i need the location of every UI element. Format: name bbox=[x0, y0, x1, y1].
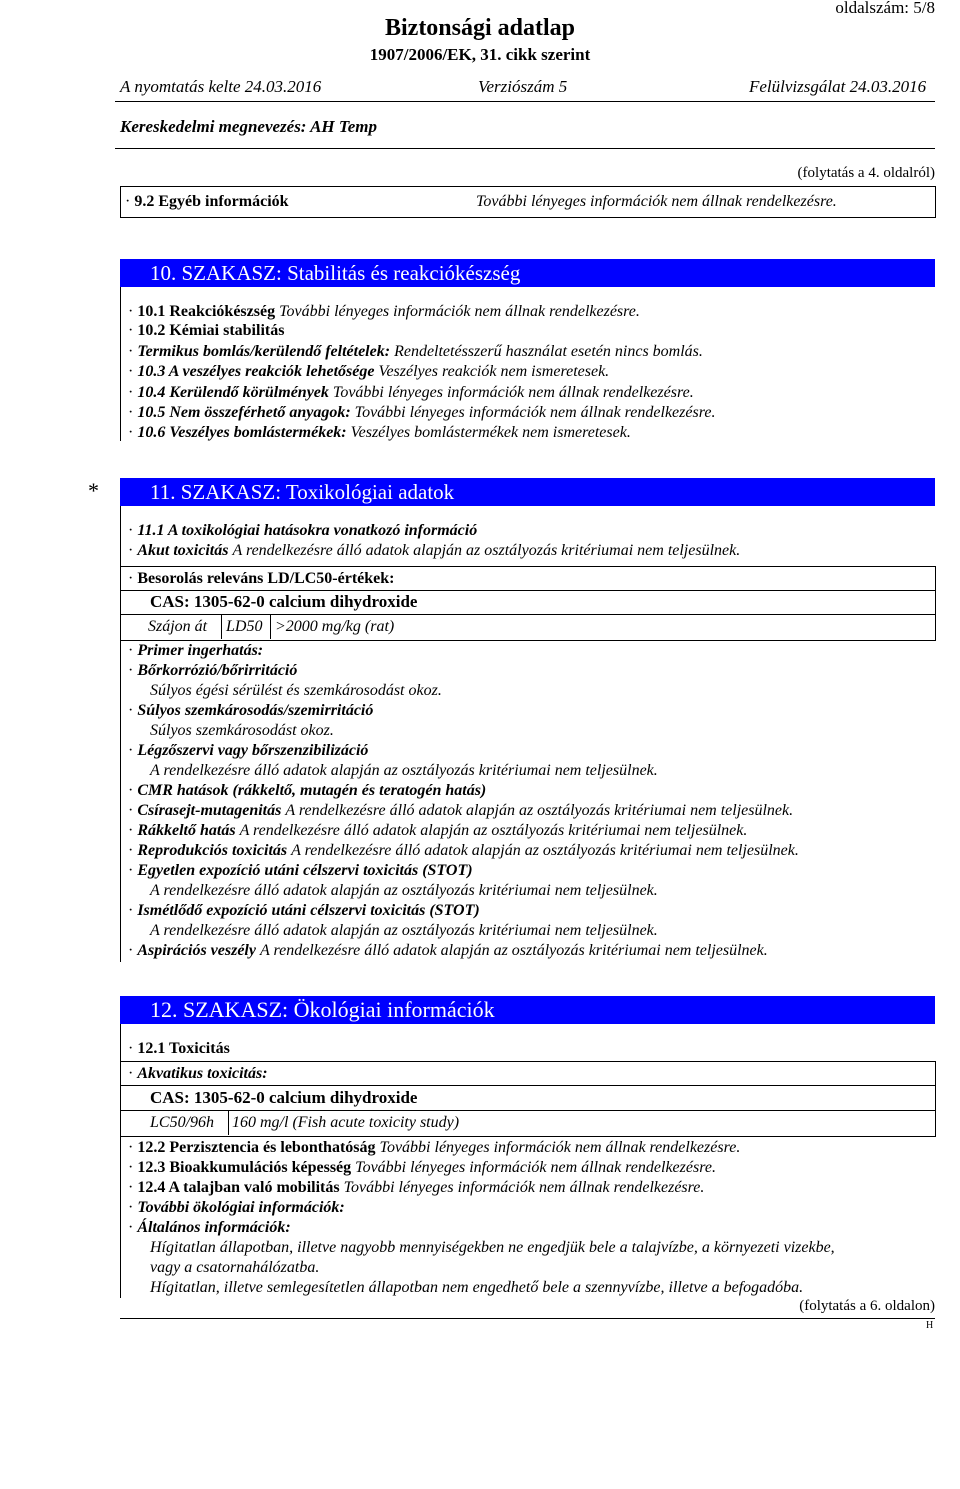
s11-eye-label: Súlyos szemkárosodás/szemirritáció bbox=[137, 702, 374, 719]
s11-sens-row: · Légzőszervi vagy bőrszenzibilizáció bbox=[128, 742, 369, 759]
lc50-value: 160 mg/l (Fish acute toxicity study) bbox=[232, 1114, 460, 1131]
s10-line-7: · 10.6 Veszélyes bomlástermékek: Veszélyes bomlástermékek nem ismeretesek. bbox=[128, 424, 631, 441]
s12-eco-row: · További ökológiai információk: bbox=[128, 1199, 345, 1216]
s11-1-label: 11.1 A toxikológiai hatásokra vonatkozó információ bbox=[137, 522, 478, 539]
s10-7-label: 10.6 Veszélyes bomlástermékek: bbox=[137, 424, 347, 441]
s12-2-row: · 12.2 Perzisztencia és lebonthatóság További lényeges információk nem állnak rendelkezésre. bbox=[128, 1139, 741, 1156]
ld50-header-row: · Besorolás releváns LD/LC50-értékek: bbox=[128, 570, 395, 587]
ld50-table-col-1 bbox=[221, 614, 222, 639]
continued-to-note: (folytatás a 6. oldalon) bbox=[799, 1298, 935, 1314]
s11-repr-value: A rendelkezésre álló adatok alapján az osztályozás kritériumai nem teljesülnek. bbox=[291, 842, 799, 859]
s10-6-value: További lényeges információk nem állnak rendelkezésre. bbox=[354, 404, 716, 421]
trade-name-divider bbox=[115, 148, 935, 149]
s12-general-text-2: Hígitatlan, illetve semlegesítetlen állapotban nem engedhető bele a szennyvízbe, illetve a befogadóba. bbox=[150, 1279, 804, 1296]
s12-general-text-1b: vagy a csatornahálózatba. bbox=[150, 1259, 320, 1276]
s10-line-1: · 10.1 Reakciókészség További lényeges információk nem állnak rendelkezésre. bbox=[128, 303, 640, 320]
s11-muta-value: A rendelkezésre álló adatok alapján az osztályozás kritériumai nem teljesülnek. bbox=[285, 802, 794, 819]
s10-5-value: További lényeges információk nem állnak rendelkezésre. bbox=[332, 384, 694, 401]
lc50-cas: CAS: 1305-62-0 calcium dihydroxide bbox=[150, 1088, 418, 1107]
s11-stot2-row: · Ismétlődő expozíció utáni célszervi toxicitás (STOT) bbox=[128, 902, 480, 919]
s11-asp-value: A rendelkezésre álló adatok alapján az osztályozás kritériumai nem teljesülnek. bbox=[259, 942, 768, 959]
ld50-type: LD50 bbox=[226, 618, 263, 635]
s12-3-label: 12.3 Bioakkumulációs képesség bbox=[137, 1159, 352, 1176]
ld50-value: >2000 mg/kg (rat) bbox=[275, 618, 395, 635]
s9-2-label: 9.2 Egyéb információk bbox=[134, 193, 289, 210]
continued-from-note: (folytatás a 4. oldalról) bbox=[797, 165, 935, 181]
s10-6-label: 10.5 Nem összeférhető anyagok: bbox=[137, 404, 351, 421]
s11-eye-row: · Súlyos szemkárosodás/szemirritáció bbox=[128, 702, 374, 719]
s11-stot1-value: A rendelkezésre álló adatok alapján az osztályozás kritériumai nem teljesülnek. bbox=[150, 882, 658, 899]
lc50-table-rule-2 bbox=[120, 1110, 935, 1111]
lc50-header: Akvatikus toxicitás: bbox=[137, 1065, 268, 1082]
s10-7-value: Veszélyes bomlástermékek nem ismeretesek. bbox=[350, 424, 631, 441]
s12-1-label: 12.1 Toxicitás bbox=[137, 1040, 230, 1057]
revision-date: Felülvizsgálat 24.03.2016 bbox=[749, 77, 927, 96]
s11-muta-label: Csírasejt-mutagenitás bbox=[137, 802, 282, 819]
footer-divider bbox=[120, 1318, 935, 1319]
s10-4-value: Veszélyes reakciók nem ismeretesek. bbox=[378, 363, 610, 380]
lc50-type: LC50/96h bbox=[150, 1114, 215, 1131]
ld50-route: Szájon át bbox=[148, 618, 208, 635]
s11-2-label: Akut toxicitás bbox=[137, 542, 229, 559]
s10-3-label: Termikus bomlás/kerülendő feltételek: bbox=[137, 343, 391, 360]
section-10-left-border bbox=[120, 287, 121, 441]
ld50-table-rule-1 bbox=[120, 590, 935, 591]
s11-repr-row: · Reprodukciós toxicitás A rendelkezésre álló adatok alapján az osztályozás kritériumai nem teljesülnek. bbox=[128, 842, 799, 859]
s11-stot1-row: · Egyetlen expozíció utáni célszervi toxicitás (STOT) bbox=[128, 862, 473, 879]
ld50-table-rule-2 bbox=[120, 614, 935, 615]
s11-cmr-row: · CMR hatások (rákkeltő, mutagén és teratogén hatás) bbox=[128, 782, 487, 799]
s9-2-value: További lényeges információk nem állnak rendelkezésre. bbox=[476, 193, 837, 210]
lc50-header-row: · Akvatikus toxicitás: bbox=[128, 1065, 268, 1082]
s11-primer-row: · Primer ingerhatás: bbox=[128, 642, 264, 659]
s10-3-value: Rendeltetésszerű használat esetén nincs bomlás. bbox=[394, 343, 703, 360]
s10-1-value: További lényeges információk nem állnak rendelkezésre. bbox=[279, 303, 640, 320]
s11-repr-label: Reprodukciós toxicitás bbox=[137, 842, 288, 859]
s11-carc-label: Rákkeltő hatás bbox=[137, 822, 236, 839]
version-number: Verziószám 5 bbox=[478, 77, 568, 96]
s10-4-label: 10.3 A veszélyes reakciók lehetősége bbox=[137, 363, 375, 380]
document-title: Biztonsági adatlap bbox=[384, 15, 576, 41]
s10-line-2: · 10.2 Kémiai stabilitás bbox=[128, 322, 285, 339]
revision-star-marker: * bbox=[88, 478, 99, 503]
s11-sens-value: A rendelkezésre álló adatok alapján az osztályozás kritériumai nem teljesülnek. bbox=[150, 762, 658, 779]
section-10-heading: 10. SZAKASZ: Stabilitás és reakciókészség bbox=[120, 259, 935, 287]
s11-skin-row: · Bőrkorrózió/bőrirritáció bbox=[128, 662, 298, 679]
s10-line-3: · Termikus bomlás/kerülendő feltételek: Rendeltetésszerű használat esetén nincs bomlás. bbox=[128, 343, 703, 360]
section-12-heading: 12. SZAKASZ: Ökológiai információk bbox=[120, 996, 935, 1024]
s11-skin-value: Súlyos égési sérülést és szemkárosodást okoz. bbox=[150, 682, 442, 699]
s10-line-4: · 10.3 A veszélyes reakciók lehetősége Veszélyes reakciók nem ismeretesek. bbox=[128, 363, 610, 380]
s11-muta-row: · Csírasejt-mutagenitás A rendelkezésre álló adatok alapján az osztályozás kritériumai nem teljesülnek. bbox=[128, 802, 794, 819]
s12-4-value: További lényeges információk nem állnak rendelkezésre. bbox=[343, 1179, 705, 1196]
s12-4-row: · 12.4 A talajban való mobilitás További lényeges információk nem állnak rendelkezésre. bbox=[128, 1179, 705, 1196]
s11-2-value: A rendelkezésre álló adatok alapján az osztályozás kritériumai nem teljesülnek. bbox=[232, 542, 741, 559]
s10-line-5: · 10.4 Kerülendő körülmények További lényeges információk nem állnak rendelkezésre. bbox=[128, 384, 694, 401]
s11-primer: Primer ingerhatás: bbox=[137, 642, 264, 659]
s10-5-label: 10.4 Kerülendő körülmények bbox=[137, 384, 329, 401]
section-9-2-row: · 9.2 Egyéb információk bbox=[125, 193, 289, 210]
s11-stot2-label: Ismétlődő expozíció utáni célszervi toxicitás (STOT) bbox=[137, 902, 480, 919]
footer-mark: H bbox=[926, 1320, 934, 1331]
s12-eco-label: További ökológiai információk: bbox=[137, 1199, 345, 1216]
ld50-header: Besorolás releváns LD/LC50-értékek: bbox=[137, 570, 395, 587]
print-date: A nyomtatás kelte 24.03.2016 bbox=[120, 77, 322, 96]
s11-stot2-value: A rendelkezésre álló adatok alapján az osztályozás kritériumai nem teljesülnek. bbox=[150, 922, 658, 939]
s11-sens-label: Légzőszervi vagy bőrszenzibilizáció bbox=[137, 742, 369, 759]
s12-3-row: · 12.3 Bioakkumulációs képesség További lényeges információk nem állnak rendelkezésre. bbox=[128, 1159, 716, 1176]
s12-general-label: Általános információk: bbox=[137, 1219, 291, 1236]
s12-2-label: 12.2 Perzisztencia és lebonthatóság bbox=[137, 1139, 376, 1156]
ld50-table-col-2 bbox=[270, 614, 271, 639]
lc50-table-col-1 bbox=[228, 1110, 229, 1135]
page-number: oldalszám: 5/8 bbox=[835, 0, 935, 17]
s11-asp-row: · Aspirációs veszély A rendelkezésre álló adatok alapján az osztályozás kritériumai nem teljesülnek. bbox=[128, 942, 768, 959]
s10-1-label: 10.1 Reakciókészség bbox=[137, 303, 276, 320]
s11-line-1: · 11.1 A toxikológiai hatásokra vonatkozó információ bbox=[128, 522, 478, 539]
s11-stot1-label: Egyetlen expozíció utáni célszervi toxicitás (STOT) bbox=[137, 862, 473, 879]
ld50-cas: CAS: 1305-62-0 calcium dihydroxide bbox=[150, 592, 418, 611]
header-divider bbox=[115, 101, 935, 102]
s12-toxicity-row: · 12.1 Toxicitás bbox=[128, 1040, 230, 1057]
s12-general-text-1a: Hígitatlan állapotban, illetve nagyobb mennyiségekben ne engedjük bele a talajvízbe, a környezeti vizekbe, bbox=[150, 1239, 835, 1256]
s11-line-2: · Akut toxicitás A rendelkezésre álló adatok alapján az osztályozás kritériumai nem teljesülnek. bbox=[128, 542, 741, 559]
s11-eye-value: Súlyos szemkárosodást okoz. bbox=[150, 722, 334, 739]
s10-line-6: · 10.5 Nem összeférhető anyagok: További lényeges információk nem állnak rendelkezésre. bbox=[128, 404, 716, 421]
s11-cmr-label: CMR hatások (rákkeltő, mutagén és teratogén hatás) bbox=[137, 782, 487, 799]
s12-2-value: További lényeges információk nem állnak rendelkezésre. bbox=[379, 1139, 741, 1156]
s11-skin-label: Bőrkorrózió/bőrirritáció bbox=[137, 662, 298, 679]
s10-2-label: 10.2 Kémiai stabilitás bbox=[137, 322, 285, 339]
s12-3-value: További lényeges információk nem állnak rendelkezésre. bbox=[355, 1159, 716, 1176]
s12-4-label: 12.4 A talajban való mobilitás bbox=[137, 1179, 340, 1196]
s11-asp-label: Aspirációs veszély bbox=[137, 942, 256, 959]
document-subtitle: 1907/2006/EK, 31. cikk szerint bbox=[369, 45, 591, 64]
section-11-heading: 11. SZAKASZ: Toxikológiai adatok bbox=[120, 478, 935, 506]
s11-carc-value: A rendelkezésre álló adatok alapján az osztályozás kritériumai nem teljesülnek. bbox=[239, 822, 748, 839]
s11-carc-row: · Rákkeltő hatás A rendelkezésre álló adatok alapján az osztályozás kritériumai nem teljesülnek. bbox=[128, 822, 748, 839]
trade-name: Kereskedelmi megnevezés: AH Temp bbox=[120, 117, 377, 136]
lc50-table-rule-1 bbox=[120, 1085, 935, 1086]
s12-general-row: · Általános információk: bbox=[128, 1219, 291, 1236]
